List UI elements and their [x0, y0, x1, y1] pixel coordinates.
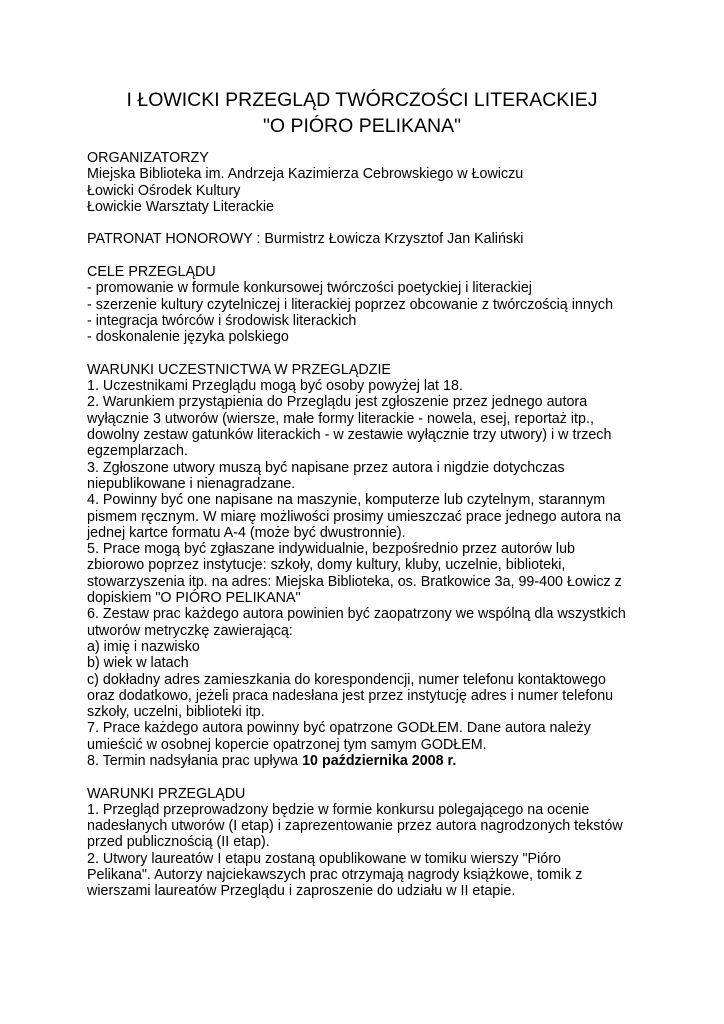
conditions-section: [87, 362, 667, 769]
conditions-line: szkoły, uczelni, biblioteki itp.: [87, 704, 265, 721]
conditions-line: niepublikowane i nienagradzane.: [87, 475, 296, 492]
conditions-line: dowolny zestaw gatunków literackich - w zestawie wyłącznie trzy utwory) i w trzech: [87, 427, 612, 444]
conditions-line: 3. Zgłoszone utwory muszą być napisane przez autora i nigdzie dotychczas: [87, 459, 565, 476]
conditions-line: stowarzyszenia itp. na adres: Miejska Biblioteka, os. Bratkowice 3a, 99-400 Łowicz z: [87, 573, 622, 590]
conditions-line: egzemplarzach.: [87, 443, 188, 460]
conditions-line: wyłącznie 3 utworów (wiersze, małe formy literackie - nowela, esej, reportaż itp.,: [87, 410, 594, 427]
deadline-line: [87, 753, 667, 769]
conditions-line: c) dokładny adres zamieszkania do korespondencji, numer telefonu kontaktowego: [87, 671, 606, 688]
conditions-line: jednej kartce formatu A-4 (może być dwustronnie).: [87, 524, 406, 541]
review-section: [87, 786, 667, 900]
conditions-line: b) wiek w latach: [87, 655, 189, 672]
review-line: 1. Przegląd przeprowadzony będzie w formie konkursu polegającego na ocenie: [87, 801, 590, 818]
review-heading: WARUNKI PRZEGLĄDU: [87, 785, 246, 802]
conditions-line: 1. Uczestnikami Przeglądu mogą być osoby powyżej lat 18.: [87, 378, 463, 395]
conditions-line: 5. Prace mogą być zgłaszane indywidualnie, bezpośrednio przez autorów lub: [87, 541, 575, 558]
title-line-1: I ŁOWICKI PRZEGLĄD TWÓRCZOŚCI LITERACKIEJ: [126, 89, 598, 111]
conditions-line: 4. Powinny być one napisane na maszynie, komputerze lub czytelnym, starannym: [87, 492, 606, 509]
patronage-text: PATRONAT HONOROWY : Burmistrz Łowicza Krzysztof Jan Kaliński: [87, 231, 524, 248]
review-line: przed publicznością (II etap).: [87, 834, 270, 851]
conditions-line: umieścić w osobnej kopercie opatrzonej tym samym GODŁEM.: [87, 736, 487, 753]
conditions-line: utworów metryczkę zawierającą:: [87, 622, 293, 639]
deadline-date: 10 października 2008 r.: [302, 752, 457, 769]
conditions-line: pismem ręcznym. W miarę możliwości prosimy umieszczać prace jednego autora na: [87, 508, 621, 525]
conditions-line: a) imię i nazwisko: [87, 638, 200, 655]
conditions-heading: WARUNKI UCZESTNICTWA W PRZEGLĄDZIE: [87, 361, 391, 378]
goal-item: - integracja twórców i środowisk literackich: [87, 312, 357, 329]
goals-section: [87, 264, 667, 345]
goals-heading: CELE PRZEGLĄDU: [87, 264, 216, 281]
review-line: nadesłanych utworów (I etap) i zaprezentowanie przez autora nagrodzonych tekstów: [87, 818, 623, 835]
conditions-line: 6. Zestaw prac każdego autora powinien być zaopatrzony we wspólną dla wszystkich: [87, 606, 626, 623]
organizer-item: Miejska Biblioteka im. Andrzeja Kazimierza Cebrowskiego w Łowiczu: [87, 166, 524, 183]
document-title: [0, 87, 724, 139]
conditions-line: 7. Prace każdego autora powinny być opatrzone GODŁEM. Dane autora należy: [87, 720, 591, 737]
goal-item: - doskonalenie języka polskiego: [87, 329, 289, 346]
deadline-prefix: 8. Termin nadsyłania prac upływa: [87, 752, 303, 769]
conditions-line: dopiskiem "O PIÓRO PELIKANA": [87, 590, 301, 607]
review-line: Pelikana". Autorzy najciekawszych prac otrzymają nagrody książkowe, tomik z: [87, 867, 583, 884]
goal-item: - szerzenie kultury czytelniczej i literackiej poprzez obcowanie z twórczością innych: [87, 296, 614, 313]
organizer-item: Łowicki Ośrodek Kultury: [87, 182, 241, 199]
conditions-line: 2. Warunkiem przystąpienia do Przeglądu jest zgłoszenie przez jednego autora: [87, 394, 588, 411]
title-line-2: "O PIÓRO PELIKANA": [262, 115, 462, 137]
organizers-section: [87, 150, 667, 215]
review-line: wierszami laureatów Przeglądu i zaproszenie do udziału w II etapie.: [87, 883, 516, 900]
conditions-line: oraz dodatkowo, jeżeli praca nadesłana jest przez instytucję adres i numer telefonu: [87, 687, 614, 704]
conditions-line: zbiorowo poprzez instytucje: szkoły, domy kultury, kluby, uczelnie, biblioteki,: [87, 557, 566, 574]
goal-item: - promowanie w formule konkursowej twórczości poetyckiej i literackiej: [87, 280, 532, 297]
organizer-item: Łowickie Warsztaty Literackie: [87, 198, 274, 215]
patronage-section: [87, 231, 667, 247]
organizers-heading: ORGANIZATORZY: [87, 150, 209, 166]
review-line: 2. Utwory laureatów I etapu zostaną opublikowane w tomiku wierszy "Pióro: [87, 850, 561, 867]
document-body: [87, 150, 667, 900]
